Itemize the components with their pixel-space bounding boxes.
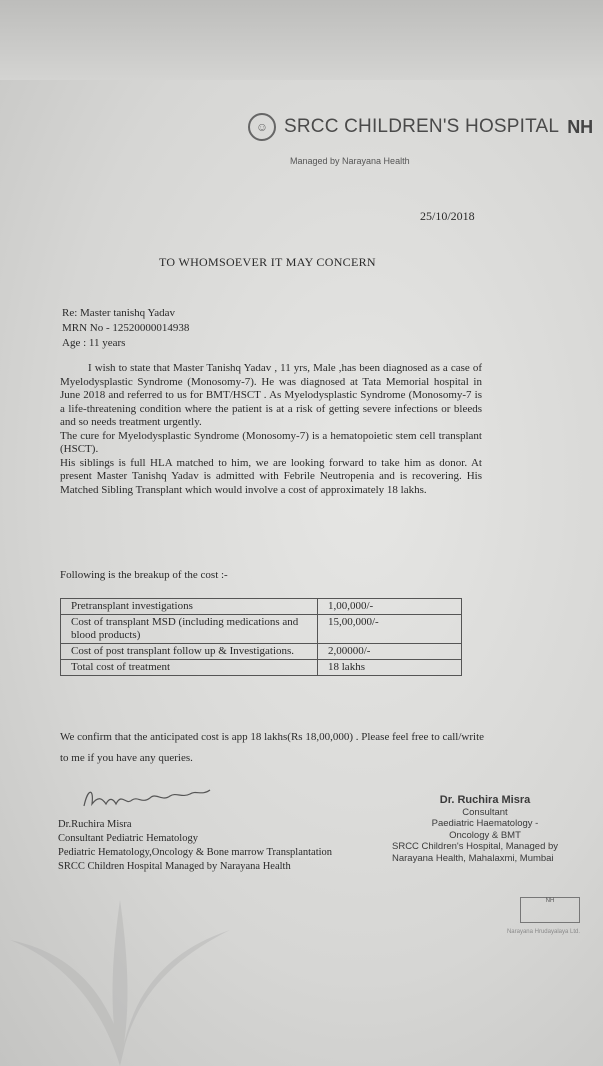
footer-address: [230, 895, 580, 937]
letter-date: 25/10/2018: [420, 209, 475, 223]
table-row: [61, 615, 462, 644]
footer-logo: NH: [520, 897, 580, 923]
cost-item: Cost of transplant MSD (including medications and blood products): [61, 615, 318, 644]
cost-value: 2,00000/-: [318, 644, 462, 660]
stamp-name: Dr. Ruchira Misra: [439, 794, 531, 806]
table-row: [61, 599, 462, 615]
cost-table: [60, 598, 462, 676]
hospital-logo: [248, 113, 593, 141]
breakup-label: Following is the breakup of the cost :-: [60, 569, 228, 581]
cost-item: Total cost of treatment: [61, 660, 318, 676]
page-top-shadow: [0, 0, 603, 80]
cost-item: Cost of post transplant follow up & Investigations.: [61, 644, 318, 660]
stamp-dept: Paediatric Haematology -: [431, 818, 539, 829]
cost-value: 15,00,000/-: [318, 615, 462, 644]
patient-mrn: MRN No - 12520000014938: [62, 322, 190, 334]
table-row: [61, 660, 462, 676]
doctor-stamp: [390, 795, 580, 864]
cost-item: Pretransplant investigations: [61, 599, 318, 615]
hospital-name: SRCC CHILDREN'S HOSPITAL: [284, 116, 560, 137]
letter-body: [60, 362, 482, 497]
smiley-logo-icon: ☺: [248, 113, 276, 141]
doctor-department: Pediatric Hematology,Oncology & Bone marrow Transplantation: [58, 847, 333, 858]
confirm-text: We confirm that the anticipated cost is app 18 lakhs(Rs 18,00,000) . Please feel free to call/write to me if you have any queries.: [60, 731, 485, 764]
stamp-dept: Oncology & BMT: [449, 829, 521, 841]
signature: [80, 778, 220, 818]
cost-value: 1,00,000/-: [318, 599, 462, 615]
nh-logo: NH: [567, 116, 594, 137]
body-paragraph: His siblings is full HLA matched to him, we are looking forward to take him as donor. At present Master Tanishq Yadav is admitted with Febrile Neutropenia and is recovering. His Matched Sibling Transplant which would involve a cost of approximately 18 lakhs.: [60, 456, 482, 496]
patient-age: Age : 11 years: [62, 337, 126, 349]
patient-re: Re: Master tanishq Yadav: [62, 307, 176, 319]
managed-by: Managed by Narayana Health: [290, 156, 410, 166]
letter-title: TO WHOMSOEVER IT MAY CONCERN: [159, 255, 376, 269]
doctor-hospital: SRCC Children Hospital Managed by Narayana Health: [58, 861, 291, 872]
body-paragraph: I wish to state that Master Tanishq Yadav , 11 yrs, Male ,has been diagnosed as a case of Myelodysplastic Syndrome (Monosomy-7). He was diagnosed at Tata Memorial hospital in June 2018 and referred to us for BMT/HSCT . As Myelodysplastic Syndrome (Monosomy-7 is a life-threatening condition where the patient is at a risk of getting severe infections or bleeds and so needs treatment urgently.: [60, 362, 482, 428]
stamp-location: SRCC Children's Hospital, Managed by Narayana Health, Mahalaxmi, Mumbai: [392, 841, 559, 864]
patient-info: [62, 306, 189, 351]
stamp-role: Consultant: [462, 806, 508, 818]
doctor-designation: Consultant Pediatric Hematology: [58, 833, 198, 844]
doctor-block: [58, 818, 332, 874]
body-paragraph: The cure for Myelodysplastic Syndrome (Monosomy-7) is a hematopoietic stem cell transplant (HSCT).: [60, 429, 482, 455]
table-row: [61, 644, 462, 660]
doctor-name: Dr.Ruchira Misra: [58, 819, 132, 830]
cost-value: 18 lakhs: [318, 660, 462, 676]
watermark-leaves-icon: [0, 880, 240, 1066]
footer-company: Narayana Hrudayalaya Ltd.: [506, 929, 580, 935]
